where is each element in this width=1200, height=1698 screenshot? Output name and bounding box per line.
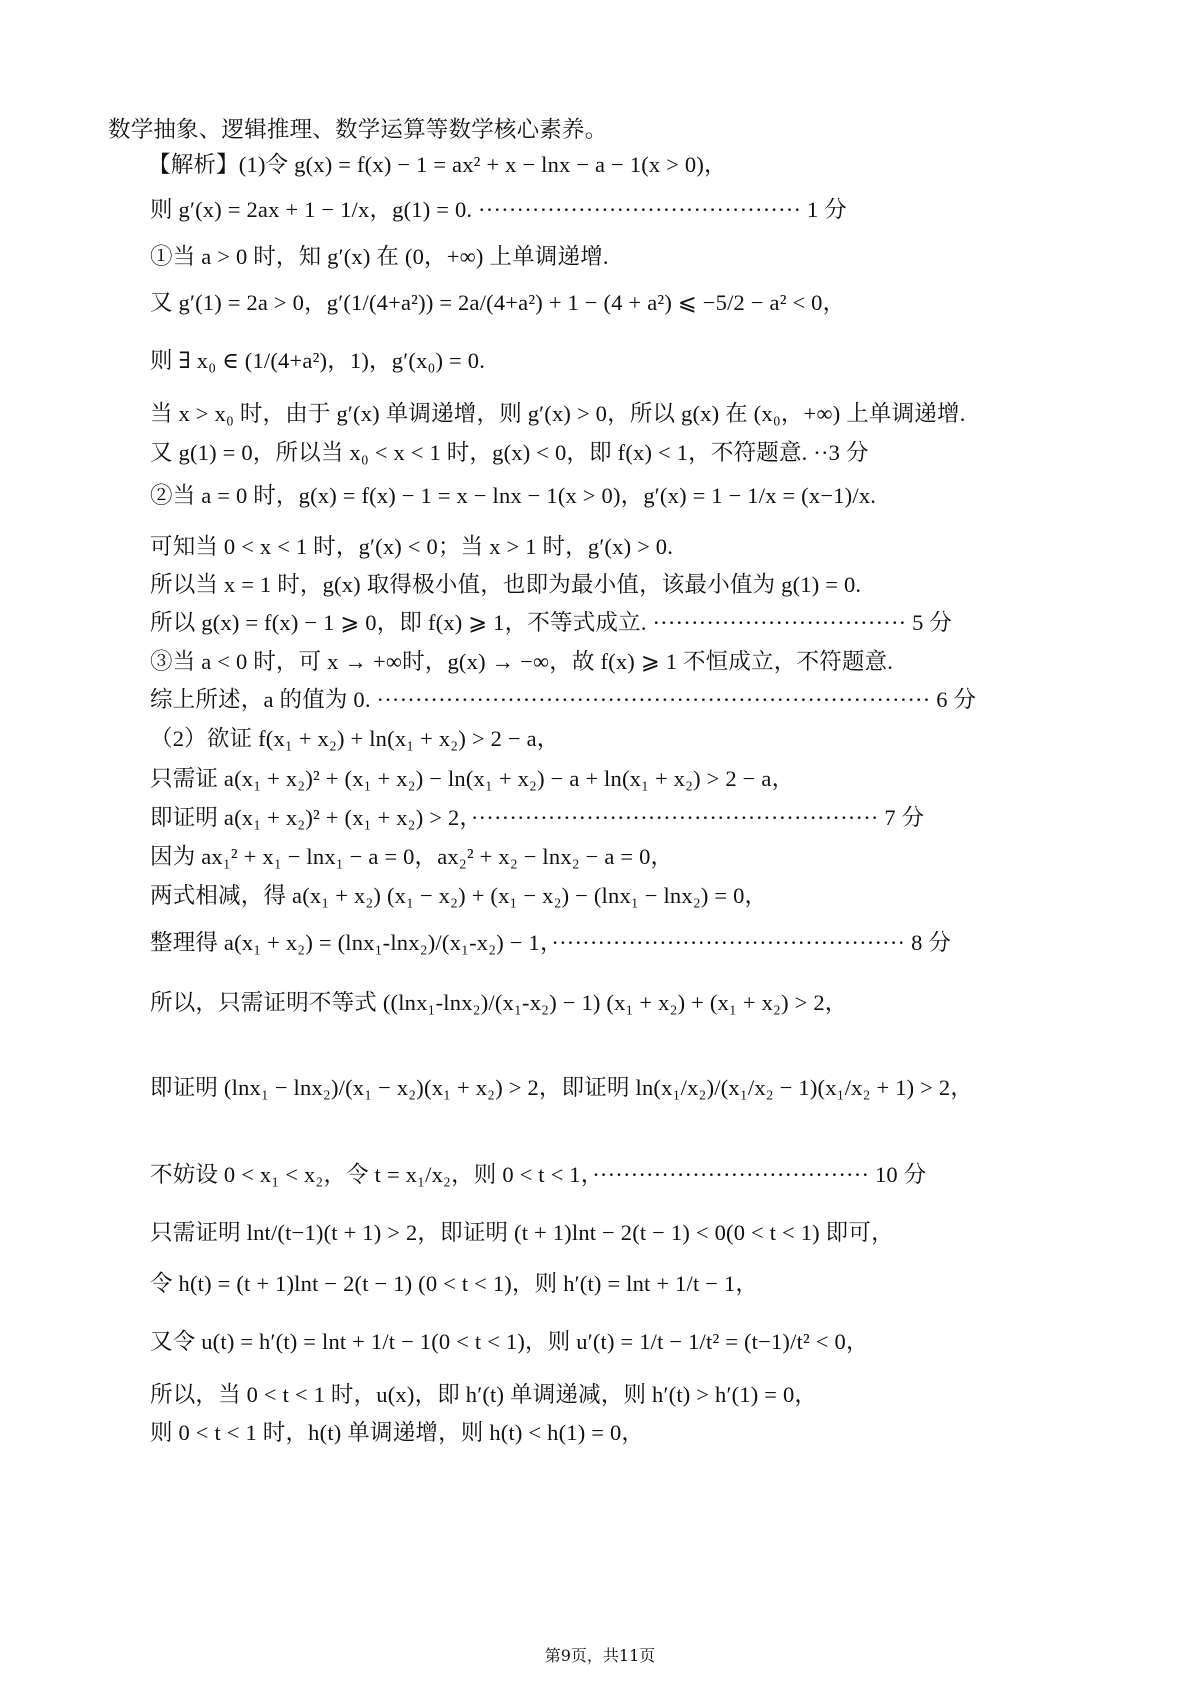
text-line: 可知当 0 < x < 1 时，g′(x) < 0；当 x > 1 时，g′(x) > 0. bbox=[150, 534, 674, 559]
text-line: 当 x > x₀ 时，由于 g′(x) 单调递增，则 g′(x) > 0，所以 g(x) 在 (x₀，+∞) 上单调递增. bbox=[150, 401, 966, 426]
text-line: 数学抽象、逻辑推理、数学运算等数学核心素养。 bbox=[108, 117, 608, 143]
text-line: 只需证 a(x₁ + x₂)² + (x₁ + x₂) − ln(x₁ + x₂) − a + ln(x₁ + x₂) > 2 − a， bbox=[150, 766, 795, 791]
text-line: 所以，当 0 < t < 1 时，u(x)，即 h′(t) 单调递减，则 h′(t) > h′(1) = 0， bbox=[150, 1382, 818, 1407]
text-line: 则 ∃ x₀ ∈ (1/(4+a²)，1)，g′(x₀) = 0. bbox=[150, 348, 486, 373]
text-line: 整理得 a(x₁ + x₂) = (lnx₁-lnx₂)/(x₁-x₂) − 1，·············································· 8 分 bbox=[150, 930, 952, 955]
text-line: 【解析】(1)令 g(x) = f(x) − 1 = ax² + x − lnx − a − 1(x > 0)， bbox=[148, 152, 727, 177]
text-line: ③当 a < 0 时，可 x → +∞时，g(x) → −∞，故 f(x) ⩾ 1 不恒成立，不符题意. bbox=[150, 649, 894, 674]
text-line: 令 h(t) = (t + 1)lnt − 2(t − 1) (0 < t < 1)，则 h′(t) = lnt + 1/t − 1， bbox=[150, 1271, 759, 1296]
text-line: 所以，只需证明不等式 ((lnx₁-lnx₂)/(x₁-x₂) − 1) (x₁ + x₂) + (x₁ + x₂) > 2， bbox=[150, 990, 848, 1015]
text-line: ②当 a = 0 时，g(x) = f(x) − 1 = x − lnx − 1(x > 0)，g′(x) = 1 − 1/x = (x−1)/x. bbox=[150, 483, 877, 508]
text-line: 即证明 a(x₁ + x₂)² + (x₁ + x₂) > 2，····················································· 7 分 bbox=[150, 805, 925, 830]
text-line: 又 g′(1) = 2a > 0，g′(1/(4+a²)) = 2a/(4+a²) + 1 − (4 + a²) ⩽ −5/2 − a² < 0， bbox=[150, 290, 846, 315]
text-line: 因为 ax₁² + x₁ − lnx₁ − a = 0，ax₂² + x₂ − lnx₂ − a = 0， bbox=[150, 844, 674, 869]
text-line: 又 g(1) = 0，所以当 x₀ < x < 1 时，g(x) < 0，即 f(x) < 1，不符题意. ··3 分 bbox=[150, 440, 869, 465]
text-line: 只需证明 lnt/(t−1)(t + 1) > 2，即证明 (t + 1)lnt − 2(t − 1) < 0(0 < t < 1) 即可， bbox=[150, 1220, 894, 1245]
text-line: 不妨设 0 < x₁ < x₂，令 t = x₁/x₂，则 0 < t < 1，···································· 10 分 bbox=[150, 1162, 927, 1187]
text-line: 又令 u(t) = h′(t) = lnt + 1/t − 1(0 < t < 1)，则 u′(t) = 1/t − 1/t² = (t−1)/t² < 0， bbox=[150, 1329, 869, 1354]
text-line: 则 0 < t < 1 时，h(t) 单调递增，则 h(t) < h(1) = 0， bbox=[150, 1420, 645, 1445]
text-line: 两式相减，得 a(x₁ + x₂) (x₁ − x₂) + (x₁ − x₂) − (lnx₁ − lnx₂) = 0， bbox=[150, 883, 768, 908]
text-line: 综上所述，a 的值为 0. ········································································ 6 分 bbox=[150, 687, 977, 712]
text-line: ①当 a > 0 时，知 g′(x) 在 (0，+∞) 上单调递增. bbox=[150, 244, 609, 269]
text-line: （2）欲证 f(x₁ + x₂) + ln(x₁ + x₂) > 2 − a， bbox=[150, 726, 560, 751]
text-line: 则 g′(x) = 2ax + 1 − 1/x，g(1) = 0. ·········································· 1 分 bbox=[150, 197, 847, 222]
text-line: 所以当 x = 1 时，g(x) 取得极小值，也即为最小值，该最小值为 g(1) = 0. bbox=[150, 572, 862, 597]
text-line: 所以 g(x) = f(x) − 1 ⩾ 0，即 f(x) ⩾ 1，不等式成立. ································· 5 分 bbox=[150, 610, 953, 635]
page-number: 第9页，共11页 bbox=[544, 1646, 656, 1665]
text-line: 即证明 (lnx₁ − lnx₂)/(x₁ − x₂)(x₁ + x₂) > 2，即证明 ln(x₁/x₂)/(x₁/x₂ − 1)(x₁/x₂ + 1) > 2， bbox=[150, 1075, 974, 1100]
